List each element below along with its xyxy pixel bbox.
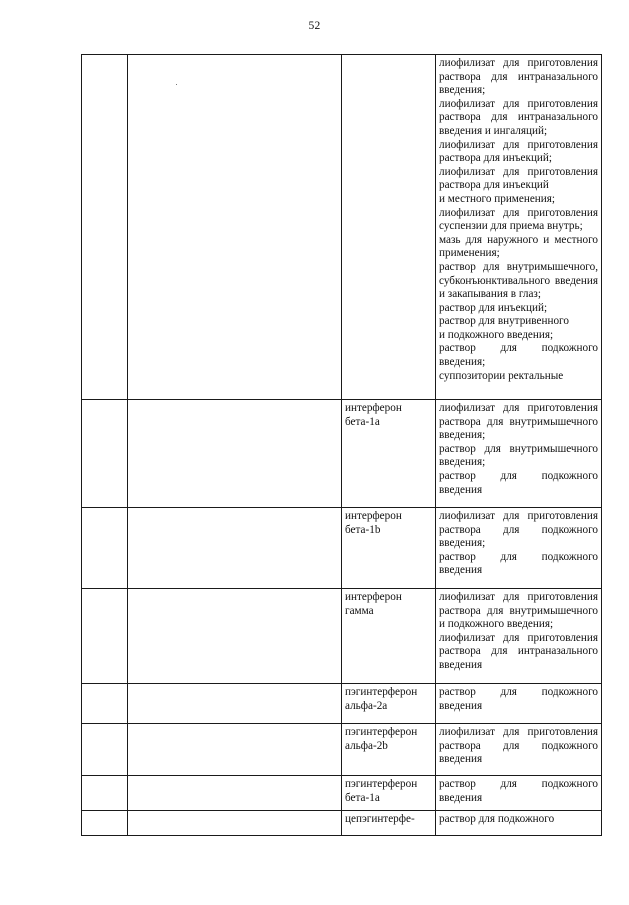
dosage-form-text: лиофилизат для приготовления раствора для интраназального введения: [439, 631, 598, 671]
dosage-form-text: и подкожного введения;: [439, 328, 554, 341]
table-row: [82, 55, 602, 400]
drug-name-cell: интерферон бета-1a: [342, 400, 436, 508]
dosage-form-text: лиофилизат для приготовления раствора для интраназального введения;: [439, 57, 598, 97]
dosage-form-text: лиофилизат для приготовления раствора для подкожного введения;: [439, 510, 598, 550]
dosage-form-text: лиофилизат для приготовления раствора для внутримышечного введения;: [439, 402, 598, 442]
dosage-form-text: суппозитории ректальные: [439, 369, 564, 382]
drug-name-cell: [342, 55, 436, 400]
dosage-form-text: лиофилизат для приготовления раствора для инъекций;: [439, 138, 598, 165]
dosage-form-text: лиофилизат для приготовления раствора для инъекций: [439, 165, 598, 192]
atc-code-cell: [82, 811, 128, 836]
group-name-cell: [128, 684, 342, 724]
group-name-cell: [128, 508, 342, 589]
dosage-form-text: лиофилизат для приготовления раствора для подкожного введения: [439, 726, 598, 766]
dosage-form-text: раствор для внутримышечного введения;: [439, 442, 598, 469]
drug-name-cell: цепэгинтерфе-: [342, 811, 436, 836]
dosage-form-text: раствор для подкожного введения;: [439, 342, 598, 369]
dosage-form-text: раствор для подкожного введения: [439, 686, 598, 712]
atc-code-cell: [82, 684, 128, 724]
table-row: [82, 508, 602, 589]
table-row: [82, 811, 602, 836]
group-name-cell: [128, 776, 342, 811]
dosage-form-text: раствор для подкожного введения: [439, 778, 598, 804]
drug-name-cell: пэгинтерферон альфа-2a: [342, 684, 436, 724]
atc-code-cell: [82, 400, 128, 508]
dosage-form-text: и местного применения;: [439, 192, 556, 205]
table-row: [82, 589, 602, 684]
drug-name-cell: интерферон бета-1b: [342, 508, 436, 589]
dosage-form-text: раствор для внутривенного: [439, 315, 569, 328]
drug-name-cell: пэгинтерферон альфа-2b: [342, 724, 436, 776]
atc-code-cell: [82, 55, 128, 400]
atc-code-cell: [82, 724, 128, 776]
dosage-form-text: лиофилизат для приготовления суспензии для приема внутрь;: [439, 206, 598, 233]
dosage-form-text: лиофилизат для приготовления раствора для внутримышечного и подкожного введения;: [439, 591, 598, 631]
group-name-cell: [128, 811, 342, 836]
dosage-form-text: раствор для инъекций;: [439, 301, 548, 314]
group-name-cell: [128, 400, 342, 508]
dosage-form-text: раствор для внутримышечного, субконъюнктивального введения и закапывания в глаз;: [439, 260, 598, 301]
dosage-forms-cell: [436, 55, 602, 400]
medication-table: [81, 54, 602, 836]
drug-name-cell: интерферон гамма: [342, 589, 436, 684]
page-number: 52: [308, 20, 321, 32]
table-row: [82, 724, 602, 776]
dosage-forms-cell: [436, 400, 602, 508]
table-row: [82, 400, 602, 508]
dosage-form-text: раствор для подкожного: [439, 813, 555, 825]
dosage-forms-cell: [436, 724, 602, 776]
group-name-cell: [128, 589, 342, 684]
dosage-form-text: раствор для подкожного введения: [439, 469, 598, 496]
atc-code-cell: [82, 508, 128, 589]
dosage-form-text: мазь для наружного и местного применения;: [439, 233, 598, 260]
dosage-forms-cell: [436, 684, 602, 724]
group-name-cell: [128, 55, 342, 400]
dosage-forms-cell: [436, 811, 602, 836]
dosage-forms-cell: [436, 508, 602, 589]
table-row: [82, 776, 602, 811]
atc-code-cell: [82, 776, 128, 811]
dosage-form-text: лиофилизат для приготовления раствора для интраназального введения и ингаляций;: [439, 97, 598, 137]
group-name-cell: [128, 724, 342, 776]
table-row: [82, 684, 602, 724]
dosage-forms-cell: [436, 776, 602, 811]
dosage-forms-cell: [436, 589, 602, 684]
dosage-form-text: раствор для подкожного введения: [439, 550, 598, 577]
drug-name-cell: пэгинтерферон бета-1a: [342, 776, 436, 811]
atc-code-cell: [82, 589, 128, 684]
